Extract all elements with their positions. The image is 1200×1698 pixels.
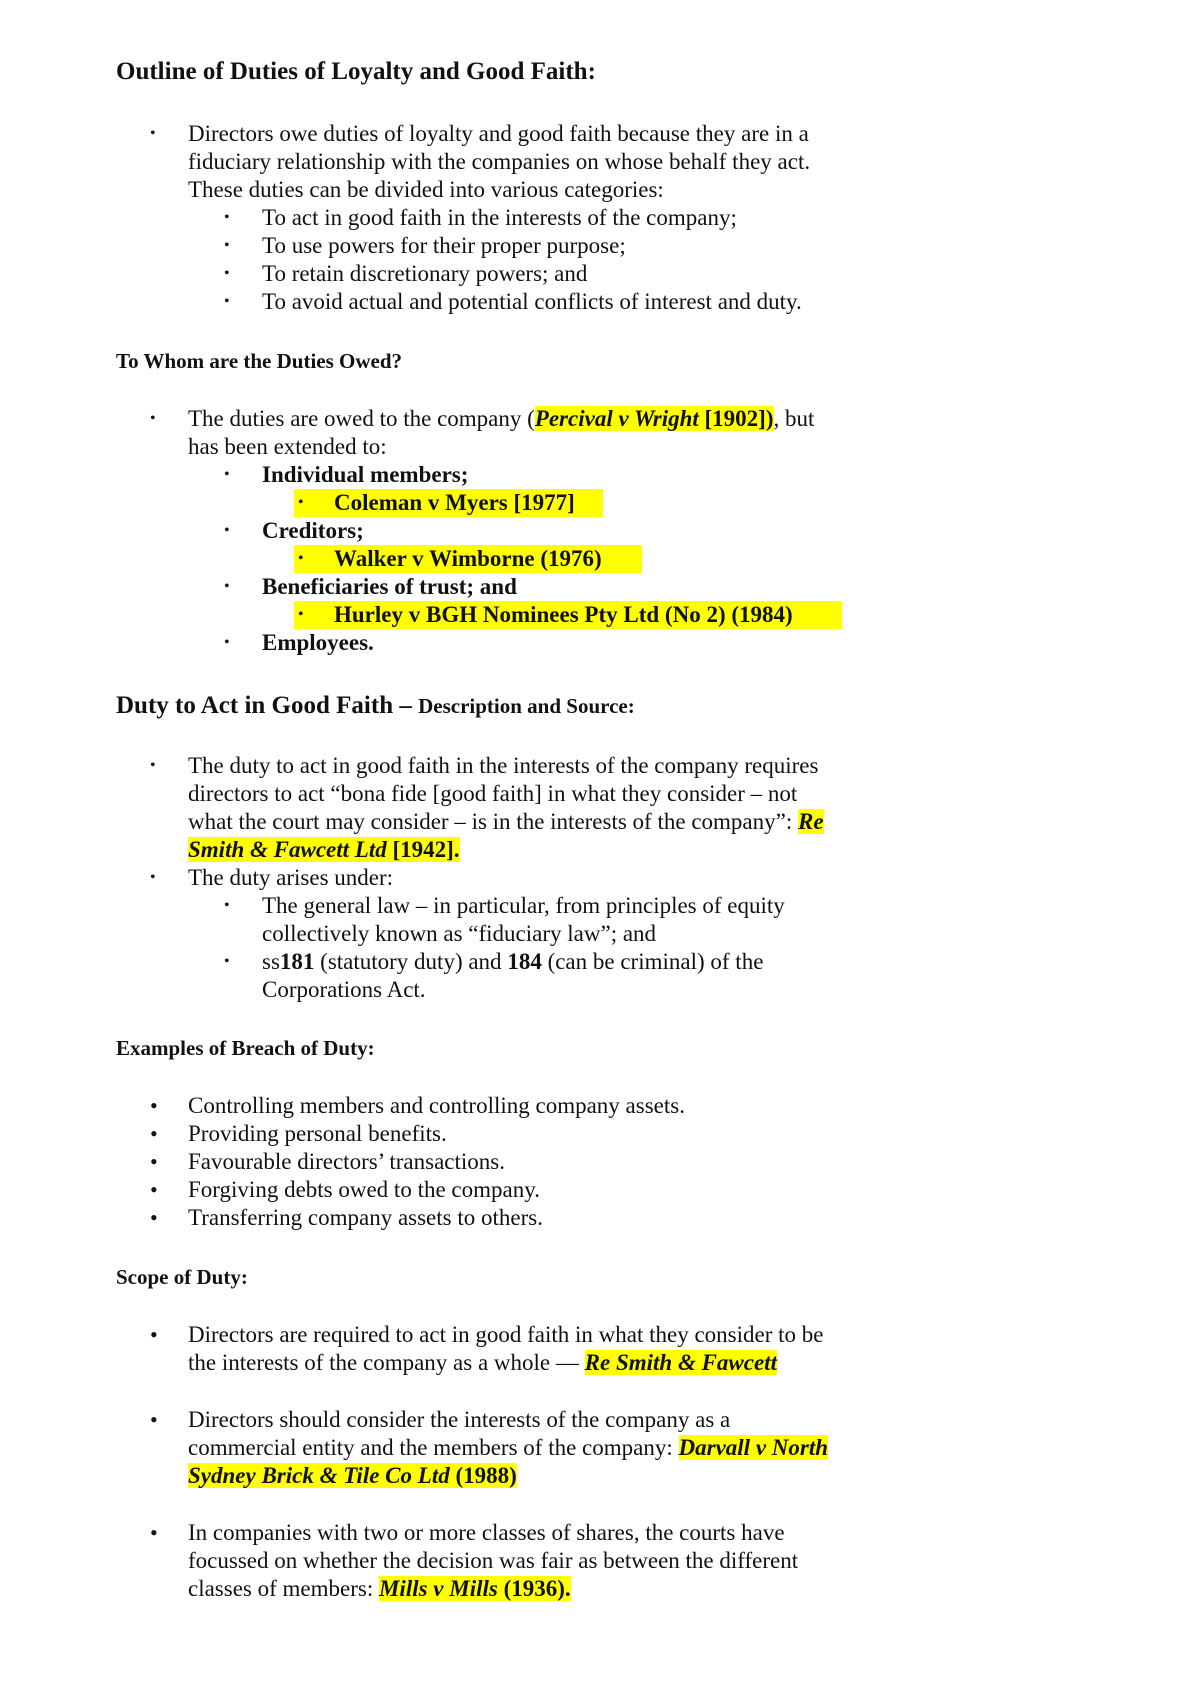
scope-text: classes of members:: [188, 1576, 379, 1601]
section-number: 181: [279, 949, 315, 974]
heading-main: Duty to Act in Good Faith: [116, 692, 394, 719]
bullet: •: [150, 125, 156, 142]
case-year: (1936).: [497, 1576, 571, 1601]
bullet: •: [224, 522, 230, 539]
bullet: •: [150, 1520, 158, 1545]
scope-item-1-line-2: [188, 1349, 777, 1377]
source-text: (statutory duty) and: [314, 949, 508, 974]
case-year: (1988): [449, 1463, 517, 1488]
case-name: Percival v Wright: [534, 406, 699, 431]
section-heading-scope: Scope of Duty:: [116, 1265, 248, 1289]
bullet: •: [224, 293, 230, 310]
case-highlight: [379, 1576, 571, 1601]
intro-line-3: These duties can be divided into various categories:: [188, 177, 664, 202]
example-item: Transferring company assets to others.: [188, 1205, 543, 1230]
bullet: •: [150, 1093, 158, 1118]
source-item-cont: collectively known as “fiduciary law”; and: [262, 921, 657, 946]
bullet: •: [150, 1121, 158, 1146]
whom-line-2: has been extended to:: [188, 434, 387, 459]
example-item: Providing personal benefits.: [188, 1121, 447, 1146]
case-year: [1902]): [698, 406, 774, 431]
bullet: •: [150, 410, 156, 427]
section-heading-whom: To Whom are the Duties Owed?: [116, 349, 403, 373]
good-faith-text: what the court may consider – is in the interests of the company”:: [188, 809, 798, 834]
bullet: •: [224, 634, 230, 651]
case-highlight: [535, 406, 774, 431]
whom-line-1: [188, 405, 814, 433]
case-highlight: [188, 1463, 517, 1488]
scope-item-3-line-2: focussed on whether the decision was fair as between the different: [188, 1548, 799, 1573]
good-faith-line-3: [188, 808, 824, 836]
bullet: •: [150, 1322, 158, 1347]
bullet: •: [224, 237, 230, 254]
case-year: [1942].: [386, 837, 460, 862]
bullet: •: [298, 550, 304, 567]
scope-text: commercial entity and the members of the company:: [188, 1435, 679, 1460]
page-title: Outline of Duties of Loyalty and Good Faith:: [116, 58, 596, 85]
source-text: (can be criminal) of the: [541, 949, 764, 974]
case-name: Re: [797, 809, 824, 834]
scope-item-3-line-1: In companies with two or more classes of shares, the courts have: [188, 1520, 785, 1545]
bullet: •: [224, 466, 230, 483]
case-item: Walker v Wimborne (1976): [334, 546, 602, 571]
heading-sub: Description and Source:: [418, 694, 635, 718]
whom-text: The duties are owed to the company (: [188, 406, 535, 431]
whom-text: , but: [773, 406, 815, 431]
bullet: •: [298, 606, 304, 623]
case-item: Hurley v BGH Nominees Pty Ltd (No 2) (1984): [334, 602, 793, 627]
bullet: •: [224, 209, 230, 226]
scope-text: the interests of the company as a whole —: [188, 1350, 585, 1375]
bullet: •: [150, 869, 156, 886]
case-name: Smith & Fawcett Ltd: [188, 837, 387, 862]
bullet: •: [298, 494, 304, 511]
section-heading-examples: Examples of Breach of Duty:: [116, 1036, 375, 1060]
bullet: •: [224, 578, 230, 595]
case-name: Sydney Brick & Tile Co Ltd: [188, 1463, 450, 1488]
scope-item-2-line-3: [188, 1462, 517, 1490]
scope-item-2-line-2: [188, 1434, 828, 1462]
case-item: Coleman v Myers [1977]: [334, 490, 575, 515]
good-faith-line-4: [188, 836, 460, 864]
case-highlight: [188, 837, 460, 862]
bullet: •: [224, 265, 230, 282]
duty-arises-line: The duty arises under:: [188, 865, 394, 890]
case-name: Mills v Mills: [378, 1576, 498, 1601]
bullet: •: [150, 1205, 158, 1230]
bullet: •: [224, 953, 230, 970]
case-name: Darvall v North: [678, 1435, 829, 1460]
bullet: •: [150, 1407, 158, 1432]
example-item: Controlling members and controlling company assets.: [188, 1093, 685, 1118]
source-item-cont: Corporations Act.: [262, 977, 426, 1002]
bullet: •: [150, 1177, 158, 1202]
example-item: Forgiving debts owed to the company.: [188, 1177, 540, 1202]
source-item: [262, 948, 763, 976]
scope-item-1-line-1: Directors are required to act in good faith in what they consider to be: [188, 1322, 824, 1347]
category-item: To avoid actual and potential conflicts of interest and duty.: [262, 289, 802, 314]
scope-item-2-line-1: Directors should consider the interests of the company as a: [188, 1407, 731, 1432]
category-item: To use powers for their proper purpose;: [262, 233, 626, 258]
category-item: To act in good faith in the interests of the company;: [262, 205, 737, 230]
scope-item-3-line-3: [188, 1575, 571, 1603]
extension-item: Individual members;: [262, 462, 469, 487]
bullet: •: [150, 1149, 158, 1174]
extension-item: Employees.: [262, 630, 374, 655]
intro-line-2: fiduciary relationship with the companies on whose behalf they act.: [188, 149, 811, 174]
extension-item: Beneficiaries of trust; and: [262, 574, 517, 599]
bullet: •: [150, 757, 156, 774]
case-name: Re Smith & Fawcett: [584, 1350, 777, 1375]
heading-dash: –: [393, 692, 419, 719]
example-item: Favourable directors’ transactions.: [188, 1149, 505, 1174]
source-item: The general law – in particular, from principles of equity: [262, 893, 785, 918]
extension-item: Creditors;: [262, 518, 364, 543]
bullet: •: [224, 897, 230, 914]
good-faith-line-2: directors to act “bona fide [good faith] in what they consider – not: [188, 781, 798, 806]
category-item: To retain discretionary powers; and: [262, 261, 588, 286]
intro-line-1: Directors owe duties of loyalty and good faith because they are in a: [188, 121, 809, 146]
source-text: ss: [262, 949, 280, 974]
good-faith-line-1: The duty to act in good faith in the interests of the company requires: [188, 753, 819, 778]
section-heading-good-faith: [116, 692, 635, 720]
section-number: 184: [507, 949, 542, 974]
